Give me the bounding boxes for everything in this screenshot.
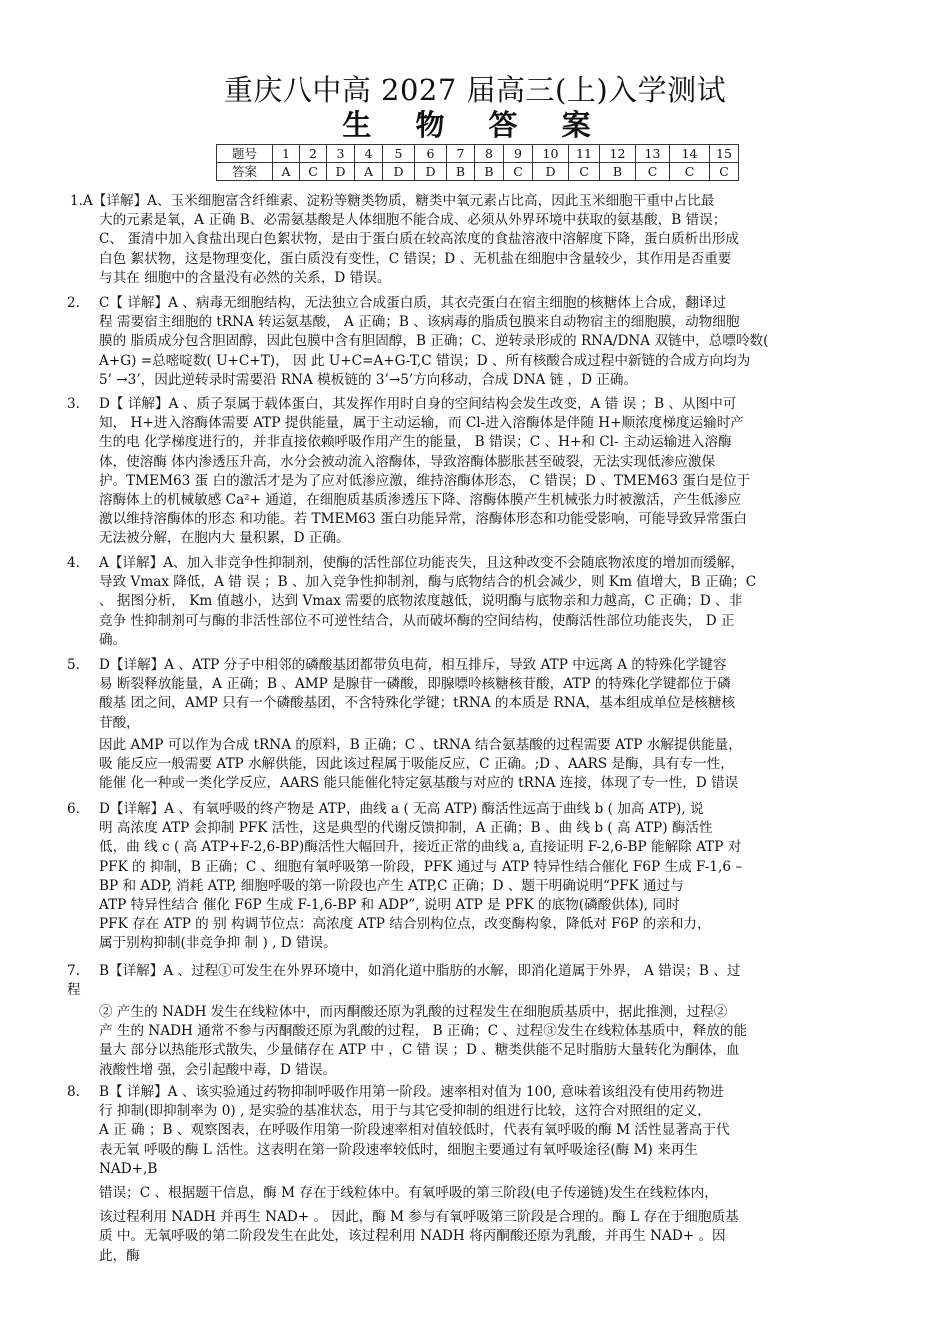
question-number-6: 6. (67, 801, 80, 817)
text-line: 知， H+进入溶酶体需要 ATP 提供能量，属于主动运输，而 Cl-进入溶酶体是伴随 H+顺浓度梯度运输时产 (99, 415, 744, 432)
text-line: ATP 特异性结合 催化 F6P 生成 F-1,6-BP 和 ADP”, 说明 ATP 是 PFK 的底物(磷酸供体), 同时 (99, 897, 680, 914)
row-label-answer: 答案 (217, 163, 273, 181)
text-line: 1.A【详解】A、玉米细胞富含纤维素、淀粉等糖类物质，糖类中氧元素占比高，因此玉米细胞干重中占比最 (70, 193, 715, 209)
row-label-question-number: 题号 (217, 145, 273, 163)
question-number-cell: 12 (600, 145, 636, 163)
text-line: 白色 絮状物，这是物理变化，蛋白质没有变性，C 错误；D 、无机盐在细胞中含量较少，其作用是否重要 (99, 250, 732, 267)
text-line: 、 据图分析， Km 值越小，达到 Vmax 需要的底物浓度越低，说明酶与底物亲和力越高，C 正确；D 、非 (99, 593, 743, 610)
text-line: 表无氧 呼吸的酶 L 活性。这表明在第一阶段速率较低时，细胞主要通过有氧呼吸途径(酶 M) 来再生 (99, 1141, 698, 1158)
wrapped-char: 程 (67, 982, 81, 998)
text-line: 质 中。无氧呼吸的第二阶段发生在此处，该过程利用 NADH 将丙酮酸还原为乳酸，并再生 NAD+ 。因 (99, 1228, 726, 1245)
question-number-5: 5. (67, 657, 80, 673)
text-line: 属于别构抑制(非竞争抑 制 ) , D 错误。 (99, 935, 337, 952)
question-number-cell: 11 (569, 145, 600, 163)
text-line: PFK 的 抑制，B 正确；C 、细胞有氧呼吸第一阶段，PFK 通过与 ATP 特异性结合催化 F6P 生成 F-1,6 – (99, 858, 743, 875)
text-line: 明 高浓度 ATP 会抑制 PFK 活性，这是典型的代谢反馈抑制，A 正确；B 、曲 线 b ( 高 ATP) 酶活性 (99, 820, 713, 837)
question-number-cell: 6 (415, 145, 447, 163)
text-line: 竞争 性抑制剂可与酶的非活性部位不可逆性结合，从而破坏酶的空间结构，使酶活性部位功能丧失， D 正 (99, 612, 735, 629)
text-line: 导致 Vmax 降低，A 错 误 ；B 、加入竞争性抑制剂，酶与底物结合的机会减少，则 Km 值增大，B 正确；C (99, 574, 757, 591)
question-number-cell: 2 (300, 145, 327, 163)
text-line: C、 蛋清中加入食盐出现白色絮状物，是由于蛋白质在较高浓度的食盐溶液中溶解度下降，蛋白质析出形成 (99, 231, 740, 248)
text-line: 低，曲 线 c ( 高 ATP+F-2,6-BP)酶活性大幅回升，接近正常的曲线 a, 直接证明 F-2,6-BP 能解除 ATP 对 (99, 839, 742, 856)
question-number-7: 7. (67, 963, 80, 979)
answer-row (217, 163, 739, 181)
text-line: 激以维持溶酶体的形态 和功能。若 TMEM63 蛋白功能异常，溶酶体形态和功能受影响，可能导致异常蛋白 (99, 511, 748, 528)
question-number-cell: 1 (273, 145, 300, 163)
text-line: 与其在 细胞中的含量没有必然的关系，D 错误。 (99, 269, 391, 286)
explanation-q7-first-line (99, 962, 883, 981)
answer-cell: C (710, 163, 739, 181)
answer-cell: A (273, 163, 300, 181)
text-line: 确。 (99, 631, 127, 648)
text-line: 行 抑制(即抑制率为 0) , 是实验的基准状态，用于与其它受抑制的组进行比较，这符合对照组的定义， (99, 1103, 711, 1120)
explanation-q2 (99, 294, 883, 390)
text-line: 生的电 化学梯度进行的，并非直接依赖呼吸作用产生的能量， B 错误；C 、H+和 Cl- 主动运输进入溶酶 (99, 434, 732, 451)
explanation-q5 (99, 656, 883, 793)
question-number-cell: 13 (636, 145, 670, 163)
explanation-q4 (99, 554, 883, 650)
question-number-row (217, 145, 739, 163)
answer-cell: D (533, 163, 569, 181)
text-line: 产 生的 NADH 通常不参与丙酮酸还原为乳酸的过程， B 正确；C 、过程③发生在线粒体基质中，释放的能 (99, 1023, 748, 1040)
text-line: A+G) =总嘧啶数( U+C+T)， 因 此 U+C=A+G-T,C 错误；D 、所有核酸合成过程中新链的合成方向均为 (99, 352, 751, 369)
text-line: ② 产生的 NADH 发生在线粒体中，而丙酮酸还原为乳酸的过程发生在细胞质基质中，据此推测，过程② (99, 1004, 728, 1020)
text-line: 液酸性增 强，会引起酸中毒，D 错误。 (99, 1061, 337, 1078)
question-number-cell: 9 (504, 145, 533, 163)
text-line: 因此 AMP 可以作为合成 tRNA 的原料，B 正确；C 、tRNA 结合氨基酸的过程需要 ATP 水解提供能量， (99, 736, 742, 753)
text-line: 苷酸， (99, 714, 140, 731)
text-line: BP 和 ADP, 消耗 ATP, 细胞呼吸的第一阶段也产生 ATP,C 正确；D 、题干明确说明“PFK 通过与 (99, 877, 684, 894)
text-line: 护。TMEM63 蛋 白的激活才是为了应对低渗应激，维持溶酶体形态， C 错误；D 、TMEM63 蛋白是位于 (99, 472, 751, 489)
text-line: C【 详解】A 、病毒无细胞结构，无法独立合成蛋白质，其衣壳蛋白在宿主细胞的核糖体上合成，翻译过 (99, 295, 726, 311)
explanation-q1 (70, 192, 882, 288)
text-line: 量大 部分以热能形式散失，少量储存在 ATP 中 ，C 错 误 ；D 、糖类供能不足时脂肪大量转化为酮体，血 (99, 1042, 740, 1059)
question-number-4: 4. (67, 555, 80, 571)
question-number-cell: 7 (447, 145, 475, 163)
explanation-q3 (99, 395, 883, 549)
text-line: D【 详解】A 、质子泵属于载体蛋白，其发挥作用时自身的空间结构会发生改变，A 错 误 ；B 、从图中可 (99, 396, 737, 412)
question-number-cell: 4 (355, 145, 383, 163)
question-number-cell: 10 (533, 145, 569, 163)
text-line: 能催 化一种或一类化学反应，AARS 能只能催化特定氨基酸与对应的 tRNA 连接，体现了专一性，D 错误 (99, 775, 739, 792)
answer-cell: B (447, 163, 475, 181)
text-line: 错误；C 、根据题干信息，酶 M 存在于线粒体中。有氧呼吸的第三阶段(电子传递链)发生在线粒体内， (99, 1185, 718, 1202)
text-line: 体，使溶酶 体内渗透压升高，水分会被动流入溶酶体，导致溶酶体膨胀甚至破裂，无法实现低渗应激保 (99, 453, 716, 470)
answer-cell: C (636, 163, 670, 181)
explanation-q7 (99, 1003, 883, 1080)
answer-cell: C (569, 163, 600, 181)
text-line: 膜的 脂质成分包含胆固醇，因此包膜中含有胆固醇，B 正确；C、逆转录形成的 RNA/DNA 双链中，总嘌呤数( (99, 333, 769, 350)
question-number-cell: 15 (710, 145, 739, 163)
answer-cell: C (300, 163, 327, 181)
question-number-cell: 14 (670, 145, 710, 163)
text-line: 酸基 团之间，AMP 只有一个磷酸基团，不含特殊化学键；tRNA 的本质是 RNA，基本组成单位是核糖核 (99, 695, 736, 712)
text-line: A 正 确 ；B 、观察图表，在呼吸作用第一阶段速率相对值较低时，代表有氧呼吸的酶 M 活性显著高于代 (99, 1122, 730, 1139)
explanation-q8 (99, 1083, 883, 1266)
text-line: 此，酶 (99, 1247, 140, 1264)
answer-cell: C (670, 163, 710, 181)
text-line: 大的元素是氧，A 正确 B、必需氨基酸是人体细胞不能合成、必须从外界环境中获取的氨基酸，B 错误； (99, 212, 727, 229)
text-line: B【 详解】A 、该实验通过药物抑制呼吸作用第一阶段。速率相对值为 100, 意味着该组没有使用药物进 (99, 1084, 724, 1100)
answer-cell: D (327, 163, 355, 181)
question-number-8: 8. (67, 1084, 80, 1100)
answer-cell: C (504, 163, 533, 181)
question-number-cell: 8 (475, 145, 504, 163)
question-number-2: 2. (67, 295, 80, 311)
text-line: 溶酶体上的机械敏感 Ca²+ 通道，在细胞质基质渗透压下降、溶酶体膜产生机械张力时被激活，产生低渗应 (99, 492, 742, 509)
text-line: 该过程利用 NADH 并再生 NAD+ 。 因此，酶 M 参与有氧呼吸第三阶段是合理的。酶 L 存在于细胞质基 (99, 1209, 739, 1226)
text-line: NAD+,B (99, 1160, 158, 1177)
answer-cell: B (600, 163, 636, 181)
text-line: B【详解】A 、过程①可发生在外界环境中，如消化道中脂肪的水解，即消化道属于外界， A 错误；B 、过 (99, 963, 741, 979)
page-subtitle: 生 物 答 案 (342, 108, 608, 142)
question-number-cell: 5 (383, 145, 415, 163)
text-line: 易 断裂释放能量，A 正确；B 、AMP 是腺苷一磷酸，即腺嘌呤核糖核苷酸，ATP 的特殊化学键都位于磷 (99, 676, 731, 693)
answer-table (216, 144, 739, 181)
answer-cell: D (383, 163, 415, 181)
answer-cell: B (475, 163, 504, 181)
text-line: 吸 能反应一般需要 ATP 水解供能，因此该过程属于吸能反应，C 正确。;D 、AARS 是酶，具有专一性， (99, 756, 734, 773)
page-title: 重庆八中高 2027 届高三(上)入学测试 (223, 73, 727, 107)
question-number-3: 3. (67, 396, 80, 412)
text-line: D【详解】A 、有氧呼吸的终产物是 ATP，曲线 a ( 无高 ATP) 酶活性远高于曲线 b ( 加高 ATP), 说 (99, 801, 704, 817)
text-line: 无法被分解，在胞内大 量积累，D 正确。 (99, 530, 350, 547)
answer-cell: D (415, 163, 447, 181)
question-number-cell: 3 (327, 145, 355, 163)
text-line: PFK 存在 ATP 的 别 构调节位点：高浓度 ATP 结合别构位点，改变酶构象，降低对 F6P 的亲和力， (99, 916, 711, 933)
text-line: 5’ →3’，因此逆转录时需要沿 RNA 模板链的 3’→5’方向移动，合成 DNA 链 ，D 正确。 (99, 371, 638, 388)
answer-cell: A (355, 163, 383, 181)
explanation-q6 (99, 800, 883, 954)
text-line: A【详解】A、加入非竞争性抑制剂，使酶的活性部位功能丧失，且这种改变不会随底物浓度的增加而缓解， (99, 555, 744, 571)
text-line: 程 需要宿主细胞的 tRNA 转运氨基酸， A 正确；B 、该病毒的脂质包膜来自动物宿主的细胞膜，动物细胞 (99, 314, 740, 331)
text-line: D【详解】A 、ATP 分子中相邻的磷酸基团都带负电荷，相互排斥，导致 ATP 中远离 A 的特殊化学键容 (99, 657, 727, 673)
